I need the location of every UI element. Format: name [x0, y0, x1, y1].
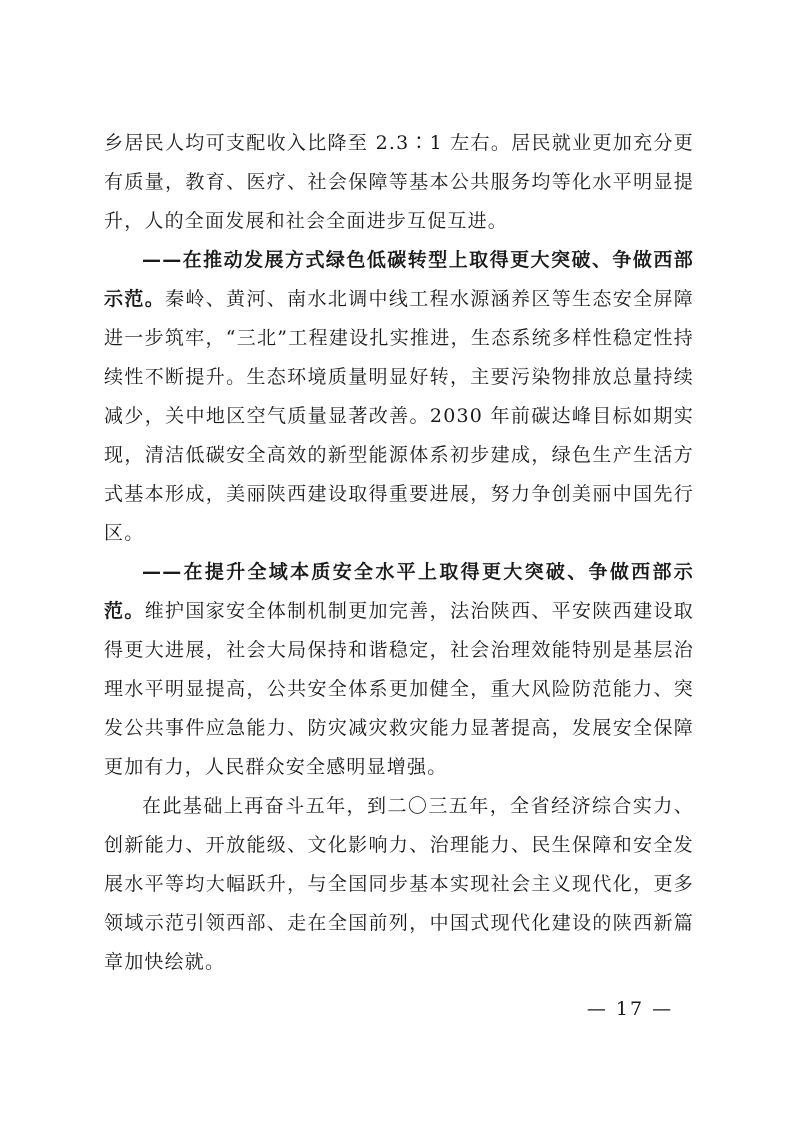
paragraph-green-transition	[104, 241, 694, 553]
paragraph-text: 秦岭、黄河、南水北调中线工程水源涵养区等生态安全屏障进一步筑牢，“三北”工程建设扎实推进，生态系统多样性稳定性持续性不断提升。生态环境质量明显好转，主要污染物排放总量持续减少，关中地区空气质量显著改善。2030 年前碳达峰目标如期实现，清洁低碳安全高效的新型能源体系初步建成，绿色生产生活方式基本形成，美丽陕西建设取得重要进展，努力争创美丽中国先行区。	[104, 288, 695, 544]
paragraph-text: 维护国家安全体制机制更加完善，法治陕西、平安陕西建设取得更大进展，社会大局保持和谐稳定，社会治理效能特别是基层治理水平明显提高，公共安全体系更加健全，重大风险防范能力、突发公共事件应急能力、防灾减灾救灾能力显著提高，发展安全保障更加有力，人民群众安全感明显增强。	[104, 600, 694, 778]
paragraph-safety	[104, 553, 694, 787]
paragraph-2035-vision	[104, 787, 694, 982]
paragraph-heading: ——在推动发展方式绿色低碳转型上取得更大突破、争做西部示范。	[104, 249, 694, 310]
paragraph-heading: ——在提升全域本质安全水平上取得更大突破、争做西部示范。	[104, 561, 694, 622]
page-number: — 17 —	[586, 998, 674, 1020]
document-body	[104, 124, 694, 982]
paragraph-text: 乡居民人均可支配收入比降至 2.3∶1 左右。居民就业更加充分更有质量，教育、医疗、社会保障等基本公共服务均等化水平明显提升，人的全面发展和社会全面进步互促互进。	[104, 132, 694, 232]
paragraph-continued	[104, 124, 694, 241]
paragraph-text: 在此基础上再奋斗五年，到二〇三五年，全省经济综合实力、创新能力、开放能级、文化影响力、治理能力、民生保障和安全发展水平等均大幅跃升，与全国同步基本实现社会主义现代化，更多领域示范引领西部、走在全国前列，中国式现代化建设的陕西新篇章加快绘就。	[104, 795, 694, 973]
